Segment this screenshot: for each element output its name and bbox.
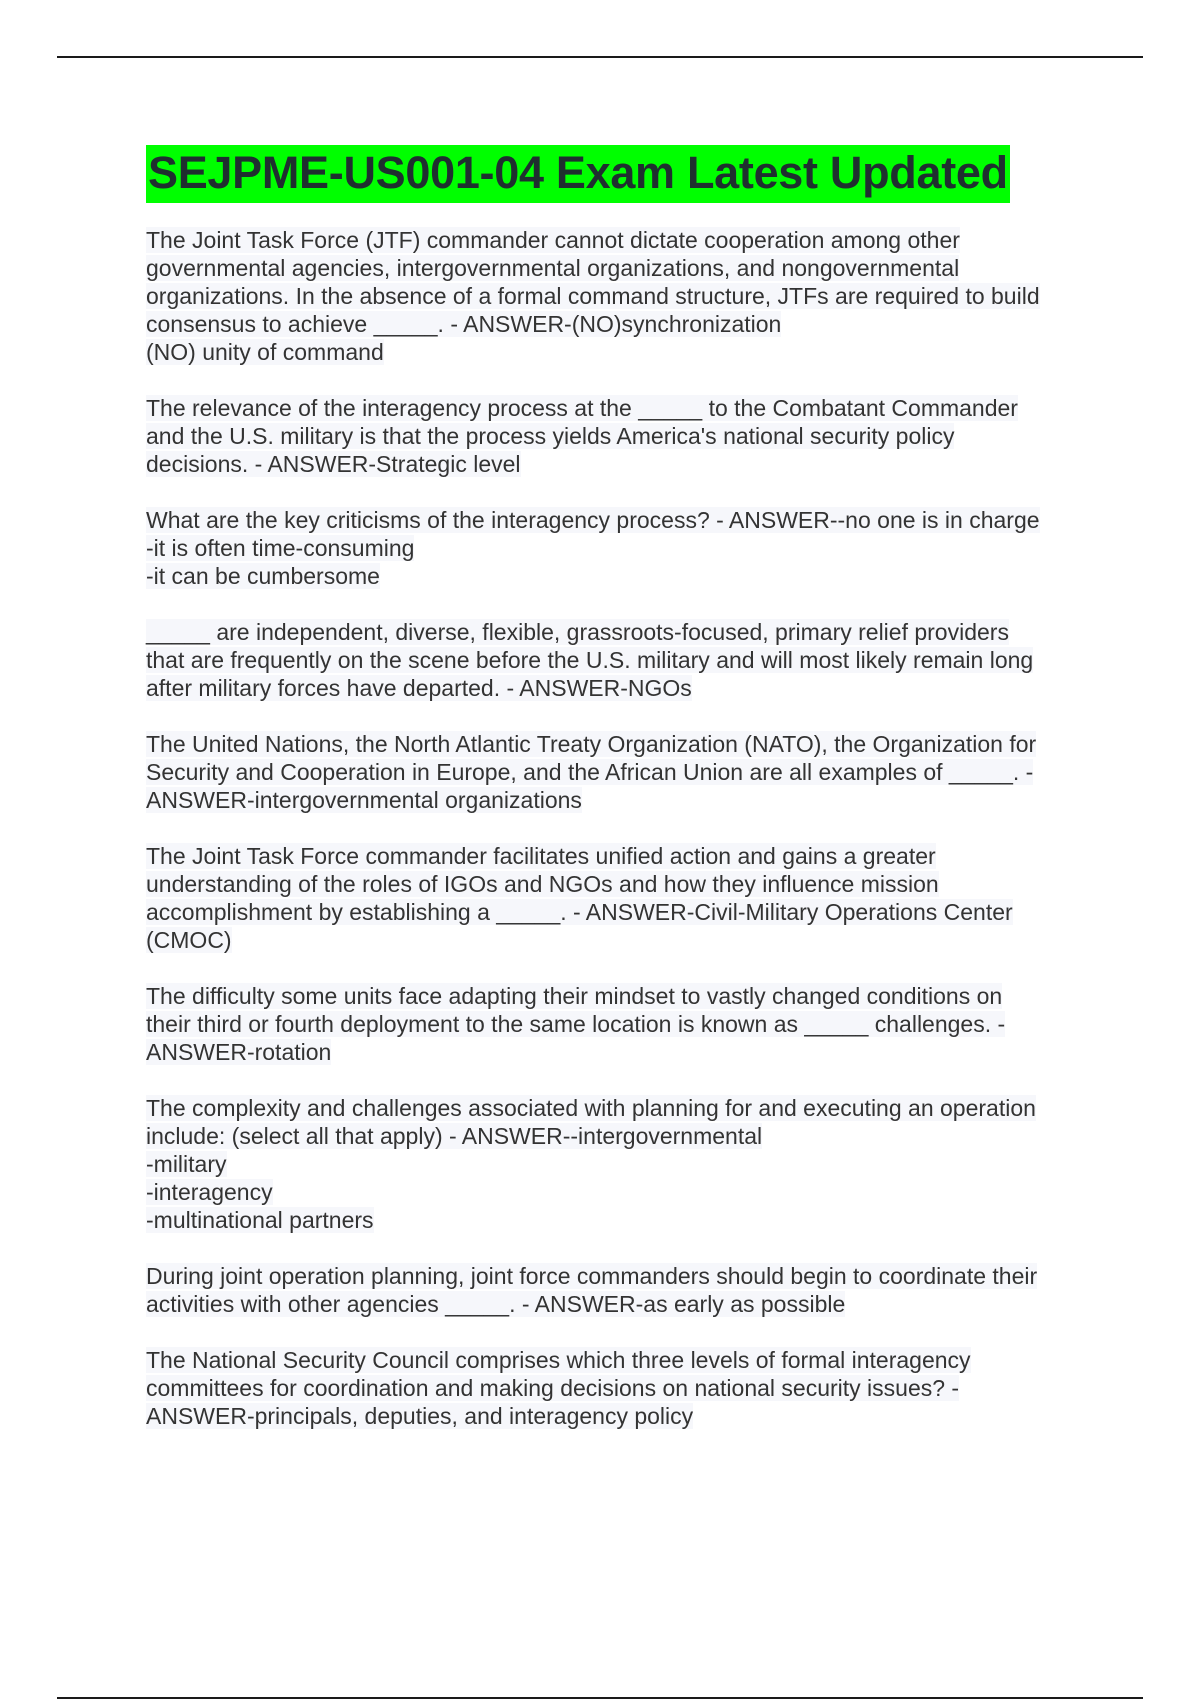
qa-item <box>146 1262 1086 1318</box>
qa-line-text: The National Security Council comprises which three levels of formal interagency <box>146 1347 971 1373</box>
qa-line-text: that are frequently on the scene before the U.S. military and will most likely remain long <box>146 647 1034 673</box>
qa-line-text: committees for coordination and making decisions on national security issues? - <box>146 1375 960 1401</box>
qa-line-text: The Joint Task Force commander facilitates unified action and gains a greater <box>146 843 936 869</box>
qa-line-text: after military forces have departed. - ANSWER-NGOs <box>146 675 692 701</box>
footer-rule <box>57 1697 1143 1699</box>
qa-line-text: and the U.S. military is that the process yields America's national security policy <box>146 423 955 449</box>
qa-line-text: The complexity and challenges associated with planning for and executing an operation <box>146 1095 1036 1121</box>
page-title: SEJPME-US001-04 Exam Latest Updated <box>148 147 1008 198</box>
qa-line-text: activities with other agencies _____. - ANSWER-as early as possible <box>146 1291 846 1317</box>
qa-list <box>146 226 1086 1430</box>
qa-line-text: During joint operation planning, joint force commanders should begin to coordinate their <box>146 1263 1038 1289</box>
qa-item <box>146 842 1086 954</box>
qa-line <box>146 450 1086 478</box>
qa-line <box>146 982 1086 1010</box>
qa-item <box>146 1094 1086 1234</box>
qa-item <box>146 226 1086 366</box>
header-rule <box>57 56 1143 58</box>
qa-line <box>146 1038 1086 1066</box>
qa-line <box>146 870 1086 898</box>
qa-line-text: (NO) unity of command <box>146 339 384 365</box>
qa-line <box>146 254 1086 282</box>
qa-item <box>146 506 1086 590</box>
qa-item <box>146 1346 1086 1430</box>
qa-line <box>146 1094 1086 1122</box>
qa-line <box>146 898 1086 926</box>
qa-line <box>146 506 1086 534</box>
qa-line <box>146 1178 1086 1206</box>
qa-line-text: -interagency <box>146 1179 273 1205</box>
qa-line <box>146 394 1086 422</box>
qa-line-text: _____ are independent, diverse, flexible, grassroots-focused, primary relief providers <box>146 619 1009 645</box>
qa-line-text: The United Nations, the North Atlantic Treaty Organization (NATO), the Organization for <box>146 731 1037 757</box>
qa-line-text: The Joint Task Force (JTF) commander cannot dictate cooperation among other <box>146 227 960 253</box>
qa-line <box>146 310 1086 338</box>
qa-line <box>146 422 1086 450</box>
qa-line-text: The difficulty some units face adapting their mindset to vastly changed conditions on <box>146 983 1003 1009</box>
qa-line-text: decisions. - ANSWER-Strategic level <box>146 451 521 477</box>
qa-line-text: -multinational partners <box>146 1207 374 1233</box>
qa-line <box>146 226 1086 254</box>
qa-line <box>146 730 1086 758</box>
qa-line <box>146 1122 1086 1150</box>
qa-line-text: ANSWER-rotation <box>146 1039 332 1065</box>
title-highlight <box>146 145 1010 203</box>
qa-line <box>146 1262 1086 1290</box>
qa-line-text: consensus to achieve _____. - ANSWER-(NO)synchronization <box>146 311 782 337</box>
qa-line-text: understanding of the roles of IGOs and NGOs and how they influence mission <box>146 871 939 897</box>
qa-line-text: ANSWER-intergovernmental organizations <box>146 787 582 813</box>
qa-item <box>146 394 1086 478</box>
qa-line-text: organizations. In the absence of a formal command structure, JTFs are required to build <box>146 283 1040 309</box>
qa-line <box>146 1150 1086 1178</box>
qa-line-text: What are the key criticisms of the interagency process? - ANSWER--no one is in charge <box>146 507 1040 533</box>
qa-line <box>146 534 1086 562</box>
qa-line-text: their third or fourth deployment to the same location is known as _____ challenges. - <box>146 1011 1006 1037</box>
qa-line-text: -it can be cumbersome <box>146 563 380 589</box>
qa-line <box>146 1290 1086 1318</box>
qa-line <box>146 1374 1086 1402</box>
qa-line <box>146 842 1086 870</box>
qa-line <box>146 1206 1086 1234</box>
qa-item <box>146 618 1086 702</box>
qa-line <box>146 338 1086 366</box>
qa-line <box>146 758 1086 786</box>
document-body <box>146 145 1086 1458</box>
qa-line <box>146 562 1086 590</box>
qa-line-text: -it is often time-consuming <box>146 535 415 561</box>
qa-line-text: The relevance of the interagency process at the _____ to the Combatant Commander <box>146 395 1018 421</box>
qa-line <box>146 1346 1086 1374</box>
qa-line <box>146 618 1086 646</box>
qa-line <box>146 786 1086 814</box>
qa-line-text: ANSWER-principals, deputies, and interagency policy <box>146 1403 694 1429</box>
qa-line-text: include: (select all that apply) - ANSWER--intergovernmental <box>146 1123 763 1149</box>
qa-line-text: governmental agencies, intergovernmental organizations, and nongovernmental <box>146 255 960 281</box>
qa-line-text: -military <box>146 1151 227 1177</box>
qa-line <box>146 674 1086 702</box>
qa-line <box>146 926 1086 954</box>
qa-line-text: (CMOC) <box>146 927 232 953</box>
qa-line <box>146 646 1086 674</box>
qa-line-text: Security and Cooperation in Europe, and the African Union are all examples of _____. - <box>146 759 1034 785</box>
qa-line <box>146 1010 1086 1038</box>
qa-line-text: accomplishment by establishing a _____. - ANSWER-Civil-Military Operations Center <box>146 899 1013 925</box>
qa-line <box>146 282 1086 310</box>
qa-item <box>146 982 1086 1066</box>
qa-line <box>146 1402 1086 1430</box>
qa-item <box>146 730 1086 814</box>
